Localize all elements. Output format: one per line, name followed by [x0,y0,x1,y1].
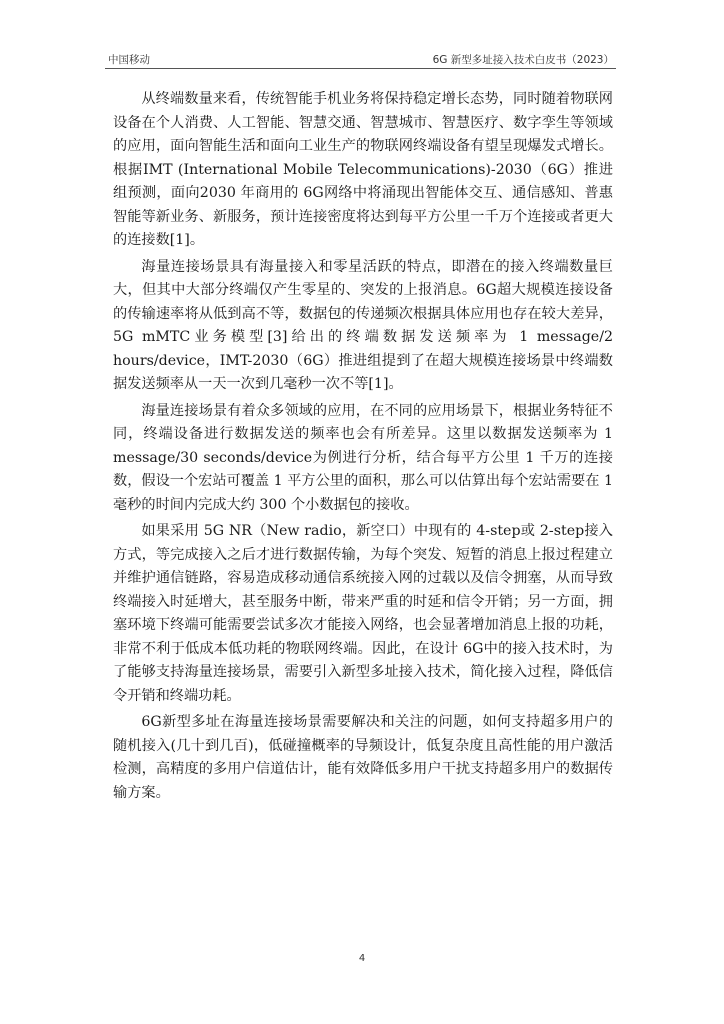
paragraph-nr-access-issues: 如果采用 5G NR（New radio，新空口）中现有的 4-step或 2-step接入方式，等完成接入之后才进行数据传输，为每个突发、短暂的消息上报过程建立并维护通信链路，容易造成移动通信系统接入网的过载以及信令拥塞，从而导致终端接入时延增大，甚至服务中断，带来严重的时延和信令开销；另一方面，拥塞环境下终端可能需要尝试多次才能接入网络，也会显著增加消息上报的功耗，非常不利于低成本低功耗的物联网终端。因此，在设计 6G中的接入技术时，为了能够支持海量连接场景，需要引入新型多址接入技术，简化接入过程，降低信令开销和终端功耗。 [113,523,613,704]
paragraph-application-analysis: 海量连接场景有着众多领域的应用，在不同的应用场景下，根据业务特征不同，终端设备进行数据发送的频率也会有所差异。这里以数据发送频率为 1 message/30 seconds/device为例进行分析，结合每平方公里 1 千万的连接数，假设一个宏站可覆盖 1 平方公里的面积，那么可以估算出每个宏站需要在 1 毫秒的时间内完成大约 300 个小数据包的接收。 [113,402,613,513]
paragraph-massive-connection-features: 海量连接场景具有海量接入和零星活跃的特点，即潜在的接入终端数量巨大，但其中大部分终端仅产生零星的、突发的上报消息。6G超大规模连接设备的传输速率将从低到高不等，数据包的传递频次根据具体应用也存在较大差异，5G mMTC业务模型[3]给出的终端数据发送频率为 1 message/2 hours/device，IMT-2030（6G）推进组提到了在超大规模连接场景中终端数据发送频率从一天一次到几毫秒一次不等[1]。 [113,258,613,392]
page-header [105,50,616,66]
header-org-name: 中国移动 [108,54,150,66]
page-number: 4 [358,953,366,964]
document-body [113,88,613,805]
header-document-title: 6G 新型多址接入技术白皮书（2023） [432,54,614,66]
header-divider [105,68,616,69]
paragraph-terminal-growth: 从终端数量来看，传统智能手机业务将保持稳定增长态势，同时随着物联网设备在个人消费、人工智能、智慧交通、智慧城市、智慧医疗、数字孪生等领域的应用，面向智能生活和面向工业生产的物联网终端设备有望呈现爆发式增长。根据IMT (International Mobile Telecommunications)-2030（6G）推进组预测，面向2030 年商用的 6G网络中将涌现出智能体交互、通信感知、普惠智能等新业务、新服务，预计连接密度将达到每平方公里一千万个连接或者更大的连接数[1]。 [113,91,613,248]
paragraph-key-problems: 6G新型多址在海量连接场景需要解决和关注的问题，如何支持超多用户的随机接入(几十到几百)，低碰撞概率的导频设计，低复杂度且高性能的用户激活检测，高精度的多用户信道估计，能有效降低多用户干扰支持超多用户的数据传输方案。 [113,714,613,801]
